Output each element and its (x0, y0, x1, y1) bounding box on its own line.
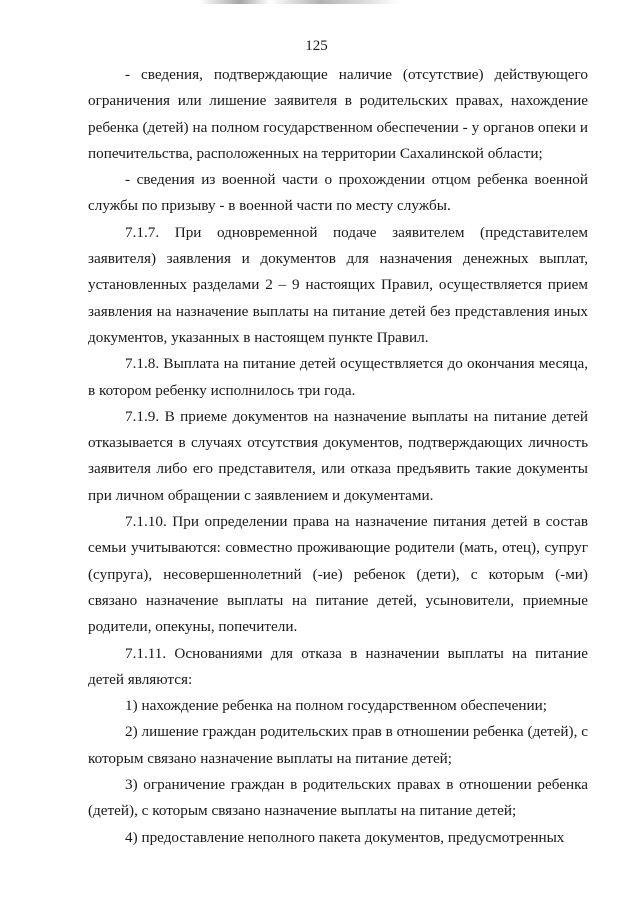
scan-artifact (200, 0, 400, 4)
paragraph: 7.1.11. Основаниями для отказа в назначении выплаты на питание детей являются: (88, 644, 588, 688)
paragraph: 3) ограничение граждан в родительских правах в отношении ребенка (детей), с которым связано назначение выплаты на питание детей; (88, 776, 588, 820)
page-number: 125 (305, 38, 328, 54)
paragraph: 4) предоставление неполного пакета документов, предусмотренных (125, 828, 565, 846)
paragraph: 2) лишение граждан родительских прав в отношении ребенка (детей), с которым связано назначение выплаты на питание детей; (88, 723, 588, 767)
document-body (88, 62, 588, 851)
paragraph: - сведения, подтверждающие наличие (отсутствие) действующего ограничения или лишение заявителя в родительских правах, нахождение ребенка (детей) на полном государственном обеспечении - у органов опеки и попечительства, расположенных на территории Сахалинской области; (88, 66, 588, 162)
paragraph: 1) нахождение ребенка на полном государственном обеспечении; (125, 697, 548, 715)
paragraph: - сведения из военной части о прохождении отцом ребенка военной службы по призыву - в военной части по месту службы. (88, 171, 588, 215)
paragraph: 7.1.7. При одновременной подаче заявителем (представителем заявителя) заявления и документов для назначения денежных выплат, установленных разделами 2 – 9 настоящих Правил, осуществляется прием заявления на назначение выплаты на питание детей без представления иных документов, указанных в настоящем пункте Правил. (88, 223, 588, 346)
paragraph: 7.1.10. При определении права на назначение питания детей в состав семьи учитываются: совместно проживающие родители (мать, отец), супруг (супруга), несовершеннолетний (-ие) ребенок (дети), с которым (-ми) связано назначение выплаты на питание детей, усыновители, приемные родители, опекуны, попечители. (88, 513, 588, 636)
paragraph: 7.1.8. Выплата на питание детей осуществляется до окончания месяца, в котором ребенку исполнилось три года. (88, 355, 588, 399)
paragraph: 7.1.9. В приеме документов на назначение выплаты на питание детей отказывается в случаях отсутствия документов, подтверждающих личность заявителя либо его представителя, или отказа предъявить такие документы при личном обращении с заявлением и документами. (88, 407, 588, 504)
